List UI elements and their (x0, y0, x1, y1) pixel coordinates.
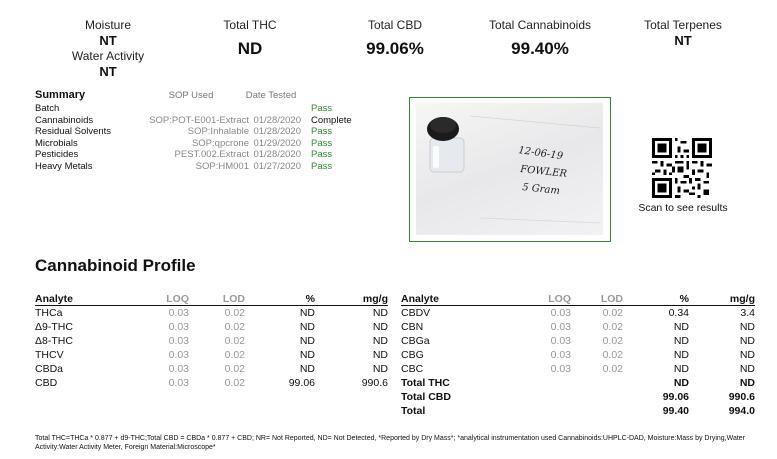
footnote: Total THC=THCa * 0.877 + d9-THC;Total CBD = CBDa * 0.877 + CBD; NR= Not Reported, ND= Not Detected, *Reported by Dry Mass*; *analytical instrumentation used Cannabinoids:UHPLC-DAD, Moisture:Mass by Drying,Water Activity:Water Activity Meter, Foreign Material:Microscope* (35, 435, 746, 451)
summary-title: Summary (35, 89, 86, 101)
loq-cell: 0.03 (550, 321, 571, 333)
analyte-cell: Δ8-THC (35, 335, 73, 347)
percent-cell: 99.06 (288, 377, 315, 389)
total-row (401, 404, 755, 418)
water-activity-label: Water Activity (71, 49, 145, 63)
loq-cell: 0.03 (168, 349, 189, 361)
total-thc-metric (200, 18, 300, 61)
summary-rows (35, 103, 405, 172)
total-mgg: 994.0 (728, 405, 755, 417)
loq-cell: 0.03 (168, 377, 189, 389)
water-activity-value: NT (99, 64, 117, 79)
analyte-cell: CBD (35, 377, 58, 389)
qr-code-icon[interactable] (652, 138, 712, 198)
lod-cell: 0.02 (224, 377, 245, 389)
analyte-cell: CBDV (401, 307, 431, 319)
test-result: Pass (311, 103, 333, 114)
test-name: Pesticides (35, 149, 79, 160)
sop-used: SOP:qpcrone (191, 137, 249, 149)
total-mgg: ND (739, 377, 755, 389)
right-rows (401, 306, 755, 376)
summary-row (35, 115, 405, 127)
handwriting-name: FOWLER (519, 164, 568, 180)
analyte-cell: CBC (401, 363, 424, 375)
loq-cell: 0.03 (168, 363, 189, 375)
loq-header: LOQ (548, 293, 571, 305)
mgg-header: mg/g (362, 293, 388, 305)
loq-cell: 0.03 (168, 321, 189, 333)
loq-cell: 0.03 (550, 349, 571, 361)
table-row (35, 334, 388, 348)
lod-cell: 0.02 (602, 321, 623, 333)
total-terpenes-metric (633, 18, 733, 49)
total-cannabinoids-label: Total Cannabinoids (488, 18, 592, 32)
table-row (35, 348, 388, 362)
test-result: Pass (311, 126, 333, 137)
analyte-cell: Δ9-THC (35, 321, 73, 333)
lod-cell: 0.02 (602, 335, 623, 347)
summary-row (35, 126, 405, 138)
qr-caption: Scan to see results (638, 202, 728, 214)
table-row (35, 306, 388, 320)
mgg-cell: ND (739, 349, 755, 361)
analyte-cell: CBN (401, 321, 424, 333)
percent-cell: 0.34 (668, 307, 689, 319)
table-row (35, 362, 388, 376)
percent-cell: ND (299, 321, 315, 333)
total-percent: ND (673, 377, 689, 389)
lod-cell: 0.02 (224, 363, 245, 375)
lod-cell: 0.02 (602, 307, 623, 319)
sop-used: SOP:POT-E001-Extract (149, 114, 249, 126)
percent-header: % (305, 293, 315, 305)
summary-row (35, 149, 405, 161)
moisture-metric (48, 18, 168, 80)
loq-cell: 0.03 (550, 335, 571, 347)
test-result: Complete (311, 114, 352, 126)
total-label: Total CBD (401, 391, 451, 403)
sample-jar-illustration (410, 98, 612, 243)
mgg-cell: 990.6 (361, 377, 388, 389)
moisture-value: NT (99, 33, 117, 48)
total-percent: 99.06 (662, 391, 689, 403)
test-name: Cannabinoids (35, 114, 94, 126)
analyte-cell: CBGa (401, 335, 430, 347)
table-row (401, 348, 755, 362)
total-cbd-value: 99.06% (366, 39, 424, 58)
mgg-cell: ND (739, 335, 755, 347)
summary-header (35, 89, 405, 103)
analyte-cell: THCa (35, 307, 63, 319)
loq-header: LOQ (166, 293, 189, 305)
date-tested-header: Date Tested (245, 90, 297, 101)
total-cannabinoids-value: 99.40% (511, 39, 569, 58)
table-row (401, 362, 755, 376)
summary-section (35, 89, 405, 172)
date-tested: 01/27/2020 (253, 160, 301, 172)
cannabinoid-table-left (35, 292, 388, 390)
total-label: Total (401, 405, 426, 417)
sop-used: PEST.002.Extract (174, 149, 249, 160)
total-terpenes-value: NT (674, 33, 692, 48)
mgg-cell: ND (372, 349, 388, 361)
test-result: Pass (311, 160, 333, 172)
lod-cell: 0.02 (602, 349, 623, 361)
total-label: Total THC (401, 377, 450, 389)
loq-cell: 0.03 (550, 307, 571, 319)
lod-cell: 0.02 (224, 321, 245, 333)
lod-cell: 0.02 (602, 363, 623, 375)
table-row (401, 320, 755, 334)
percent-cell: ND (299, 349, 315, 361)
test-name: Batch (35, 103, 60, 114)
moisture-label: Moisture (84, 18, 131, 32)
mgg-cell: ND (372, 307, 388, 319)
test-name: Heavy Metals (35, 160, 93, 172)
percent-cell: ND (673, 321, 689, 333)
cannabinoid-table-right (401, 292, 755, 418)
total-terpenes-label: Total Terpenes (644, 18, 722, 32)
handwriting-date: 12-06-19 (517, 145, 564, 163)
test-name: Microbials (35, 137, 78, 149)
mgg-header: mg/g (729, 293, 755, 305)
analyte-cell: THCV (35, 349, 64, 361)
lod-header: LOD (600, 293, 623, 305)
loq-cell: 0.03 (550, 363, 571, 375)
percent-cell: ND (673, 349, 689, 361)
total-thc-label: Total THC (223, 18, 277, 32)
percent-cell: ND (673, 335, 689, 347)
total-row (401, 390, 755, 404)
lod-header: LOD (222, 293, 245, 305)
total-cannabinoids-metric (470, 18, 610, 61)
total-thc-value: ND (237, 39, 263, 58)
percent-cell: ND (299, 335, 315, 347)
summary-row (35, 138, 405, 150)
date-tested: 01/28/2020 (253, 114, 301, 126)
table-header (401, 292, 755, 306)
sample-photo (409, 97, 611, 242)
analyte-header: Analyte (35, 293, 73, 305)
percent-header: % (679, 293, 689, 305)
metrics-bar (0, 18, 777, 86)
percent-cell: ND (673, 363, 689, 375)
mgg-cell: ND (372, 335, 388, 347)
analyte-header: Analyte (401, 293, 439, 305)
date-tested: 01/28/2020 (253, 149, 301, 160)
lod-cell: 0.02 (224, 349, 245, 361)
total-rows (401, 376, 755, 418)
date-tested: 01/28/2020 (253, 126, 301, 137)
table-row (35, 376, 388, 390)
loq-cell: 0.03 (168, 335, 189, 347)
test-name: Residual Solvents (35, 126, 112, 137)
sop-used: SOP:HM001 (195, 160, 249, 172)
table-row (35, 320, 388, 334)
total-percent: 99.40 (662, 405, 689, 417)
date-tested: 01/29/2020 (253, 137, 301, 149)
sop-used-header: SOP Used (168, 90, 214, 101)
total-mgg: 990.6 (728, 391, 755, 403)
table-header (35, 292, 388, 306)
handwriting-weight: 5 Gram (521, 182, 561, 197)
analyte-cell: CBDa (35, 363, 64, 375)
percent-cell: ND (299, 307, 315, 319)
mgg-cell: ND (739, 363, 755, 375)
total-cbd-metric (345, 18, 445, 61)
total-row (401, 376, 755, 390)
table-row (401, 306, 755, 320)
left-rows (35, 306, 388, 390)
test-result: Pass (311, 137, 333, 149)
summary-row (35, 161, 405, 173)
total-cbd-label: Total CBD (367, 18, 423, 32)
mgg-cell: ND (372, 363, 388, 375)
sop-used: SOP:Inhalable (187, 126, 249, 137)
summary-row (35, 103, 405, 115)
mgg-cell: 3.4 (740, 307, 755, 319)
test-result: Pass (311, 149, 333, 160)
cannabinoid-profile-title: Cannabinoid Profile (35, 256, 196, 275)
lod-cell: 0.02 (224, 335, 245, 347)
lod-cell: 0.02 (224, 307, 245, 319)
loq-cell: 0.03 (168, 307, 189, 319)
mgg-cell: ND (739, 321, 755, 333)
analyte-cell: CBG (401, 349, 424, 361)
mgg-cell: ND (372, 321, 388, 333)
table-row (401, 334, 755, 348)
percent-cell: ND (299, 363, 315, 375)
